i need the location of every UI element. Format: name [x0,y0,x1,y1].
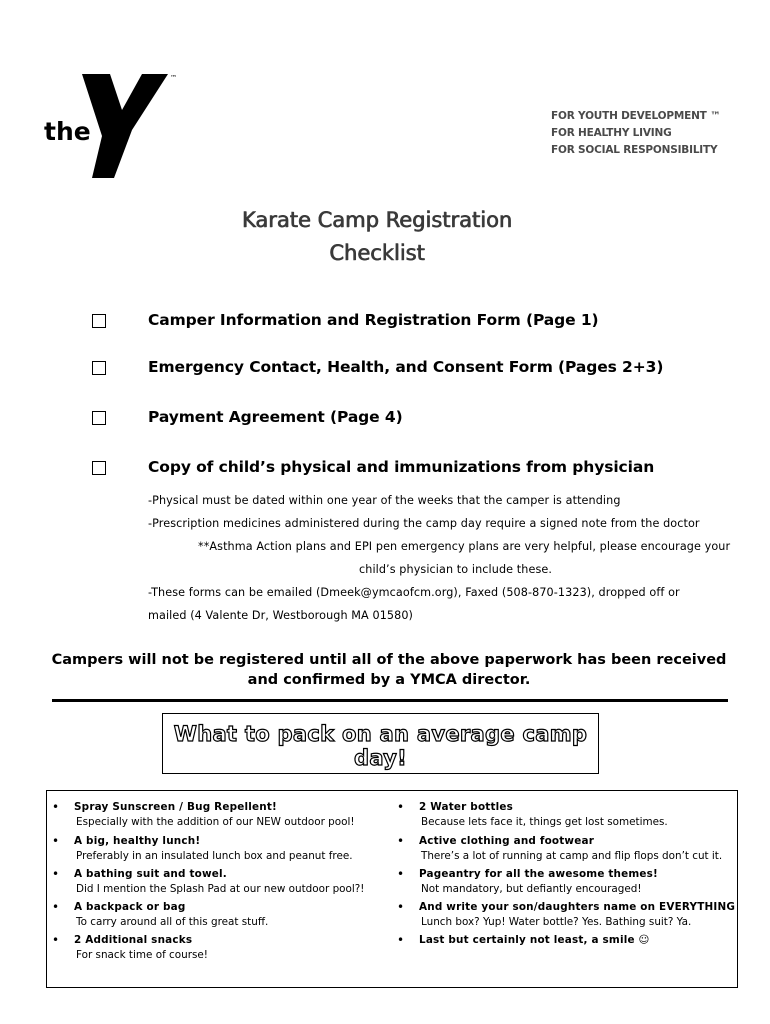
list-item-desc: Preferably in an insulated lunch box and peanut free. [76,850,353,862]
note-forms-line-1: -These forms can be emailed (Dmeek@ymcaofcm.org), Faxed (508-870-1323), dropped off or [148,586,680,599]
checklist-item-label: Payment Agreement (Page 4) [148,408,403,426]
bullet: • [397,800,405,814]
logo-word-the: the [44,117,91,146]
page-title-line-2: Checklist [329,241,425,265]
bullet: • [397,933,405,947]
bullet: • [397,867,405,881]
checklist-item [0,408,770,432]
list-item [52,800,355,830]
list-item-desc: Because lets face it, things get lost sometimes. [421,816,668,828]
list-item-desc: For snack time of course! [76,949,208,961]
list-item [52,900,269,930]
checklist-item [0,311,770,335]
tagline-line: FOR SOCIAL RESPONSIBILITY [551,144,718,156]
list-item [397,900,736,930]
list-item-head: Active clothing and footwear [419,835,595,847]
list-item-desc: Not mandatory, but defiantly encouraged! [421,883,642,895]
checkbox[interactable] [92,461,106,475]
list-item-head: 2 Additional snacks [74,934,193,946]
list-item-head: A bathing suit and towel. [74,868,227,880]
list-item-desc: There’s a lot of running at camp and flip flops don’t cut it. [421,850,723,862]
pack-title-box [162,713,599,774]
checklist-item-label: Emergency Contact, Health, and Consent Form (Pages 2+3) [148,358,664,376]
logo-small-ymca: YMCA [118,151,138,176]
bullet: • [52,867,60,881]
bullet: • [397,900,405,914]
pack-list-box [46,790,738,988]
list-item-head: Spray Sunscreen / Bug Repellent! [74,801,277,813]
checklist-item [0,458,770,482]
checkbox[interactable] [92,361,106,375]
list-item-head: 2 Water bottles [419,801,514,813]
list-item [397,933,650,948]
list-item-desc: Did I mention the Splash Pad at our new outdoor pool?! [76,883,365,895]
list-item [397,867,658,897]
note-asthma-line-1: **Asthma Action plans and EPI pen emergency plans are very helpful, please encourage your [198,540,731,553]
registration-warning [0,650,770,690]
bullet: • [52,834,60,848]
ymca-logo [44,66,184,178]
warning-line-1: Campers will not be registered until all of the above paperwork has been received [51,652,727,668]
list-item-desc: Lunch box? Yup! Water bottle? Yes. Bathing suit? Ya. [421,916,692,928]
list-item [397,800,668,830]
list-item [397,834,723,864]
pack-title: What to pack on an average camp day! [173,722,588,770]
bullet: • [52,900,60,914]
list-item-desc: Especially with the addition of our NEW outdoor pool! [76,816,355,828]
list-item-head: Pageantry for all the awesome themes! [419,868,658,880]
checkbox[interactable] [92,411,106,425]
note-prescription: -Prescription medicines administered during the camp day require a signed note from the doctor [148,517,700,530]
checkbox[interactable] [92,314,106,328]
list-item-desc: To carry around all of this great stuff. [76,916,269,928]
page-title [0,204,754,270]
bullet: • [52,800,60,814]
checklist-item [0,358,770,382]
bullet: • [397,834,405,848]
logo-trademark: ™ [170,74,177,82]
note-forms-line-2: mailed (4 Valente Dr, Westborough MA 01580) [148,609,414,622]
list-item [52,933,208,963]
list-item-head: And write your son/daughters name on EVERYTHING [419,901,736,913]
checklist-item-label: Camper Information and Registration Form (Page 1) [148,311,599,329]
tagline [551,108,720,159]
note-asthma-line-2: child’s physician to include these. [359,563,553,576]
divider [52,699,728,702]
note-physical: -Physical must be dated within one year of the weeks that the camper is attending [148,494,621,507]
warning-line-2: and confirmed by a YMCA director. [247,672,531,688]
list-item [52,834,353,864]
list-item [52,867,365,897]
list-item-head: A backpack or bag [74,901,186,913]
tagline-line: FOR HEALTHY LIVING [551,127,672,139]
list-item-head: A big, healthy lunch! [74,835,201,847]
checklist-item-label: Copy of child’s physical and immunizations from physician [148,458,655,476]
list-item-head: Last but certainly not least, a smile ☺ [419,934,650,946]
page-title-line-1: Karate Camp Registration [241,208,513,232]
bullet: • [52,933,60,947]
tagline-line: FOR YOUTH DEVELOPMENT ™ [551,110,721,122]
